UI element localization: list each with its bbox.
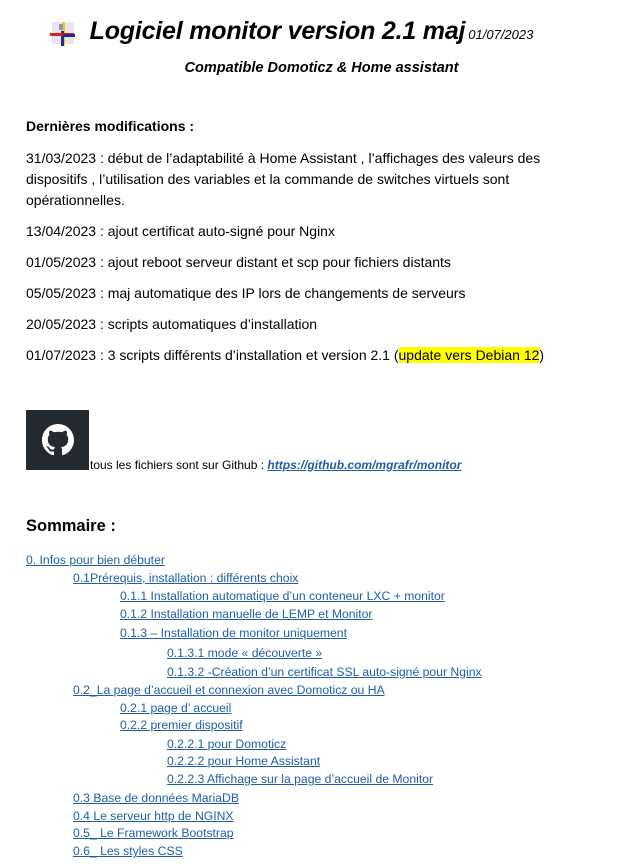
- toc-entry[interactable]: 0.4 Le serveur http de NGINX: [73, 809, 234, 823]
- change-item-text: 01/07/2023 : 3 scripts différents d’installation et version 2.1 (: [26, 347, 399, 363]
- toc-heading: Sommaire :: [26, 517, 116, 535]
- change-item: 01/05/2023 : ajout reboot serveur distant et scp pour fichiers distants: [26, 254, 451, 270]
- change-item-text-end: ): [539, 347, 545, 363]
- highlighted-text: update vers Debian 12: [398, 347, 540, 363]
- github-text: tous les fichiers sont sur Github :: [90, 458, 268, 472]
- toc-entry[interactable]: 0.3 Base de données MariaDB: [73, 791, 239, 805]
- document-date: 01/07/2023: [468, 27, 534, 42]
- toc-entry[interactable]: 0.5_ Le Framework Bootstrap: [73, 826, 234, 840]
- github-link[interactable]: https://github.com/mgrafr/monitor: [267, 458, 462, 472]
- toc-entry[interactable]: 0.2.2 premier dispositif: [120, 718, 243, 732]
- change-item-latest: [26, 345, 586, 366]
- toc-entry[interactable]: 0.2.2.3 Affichage sur la page d’accueil de Monitor: [167, 772, 434, 786]
- changes-heading: Dernières modifications :: [26, 118, 195, 134]
- change-item: 13/04/2023 : ajout certificat auto-signé pour Nginx: [26, 223, 335, 239]
- changes-list: [26, 148, 586, 376]
- change-item: 31/03/2023 : début de l’adaptabilité à Home Assistant , l’affichages des valeurs des dispositifs , l’utilisation des variables et la commande de switches virtuels sont opérationnelles.: [26, 150, 541, 208]
- toc-entry[interactable]: 0.2_La page d’accueil et connexion avec Domoticz ou HA: [73, 683, 385, 697]
- change-item: 20/05/2023 : scripts automatiques d’installation: [26, 316, 318, 332]
- toc-entry[interactable]: 0. Infos pour bien débuter: [26, 553, 165, 567]
- document-title: Logiciel monitor version 2.1 maj: [89, 17, 466, 45]
- toc-entry[interactable]: 0.2.2.2 pour Home Assistant: [167, 754, 321, 768]
- github-line: [90, 458, 461, 472]
- toc-entry[interactable]: 0.6_ Les styles CSS: [73, 844, 183, 858]
- toc-entry[interactable]: 0.1.3 – Installation de monitor uniquement: [120, 626, 347, 640]
- toc-entry[interactable]: 0.1Prérequis, installation : différents choix: [73, 571, 299, 585]
- toc-entry[interactable]: 0.1.3.1 mode « découverte »: [167, 646, 323, 660]
- change-item: 05/05/2023 : maj automatique des IP lors de changements de serveurs: [26, 285, 466, 301]
- toc-entry[interactable]: 0.1.1 Installation automatique d’un conteneur LXC + monitor: [120, 589, 445, 603]
- toc-entry[interactable]: 0.2.1 page d’ accueil: [120, 701, 232, 715]
- toc-entry[interactable]: 0.2.2.1 pour Domoticz: [167, 737, 287, 751]
- title-line: [0, 17, 623, 46]
- document-subtitle: Compatible Domoticz & Home assistant: [184, 60, 459, 76]
- toc-entry[interactable]: 0.1.2 Installation manuelle de LEMP et Monitor: [120, 607, 373, 621]
- github-icon[interactable]: [26, 410, 89, 470]
- toc-entry[interactable]: 0.1.3.2 -Création d’un certificat SSL auto-signé pour Nginx: [167, 665, 482, 679]
